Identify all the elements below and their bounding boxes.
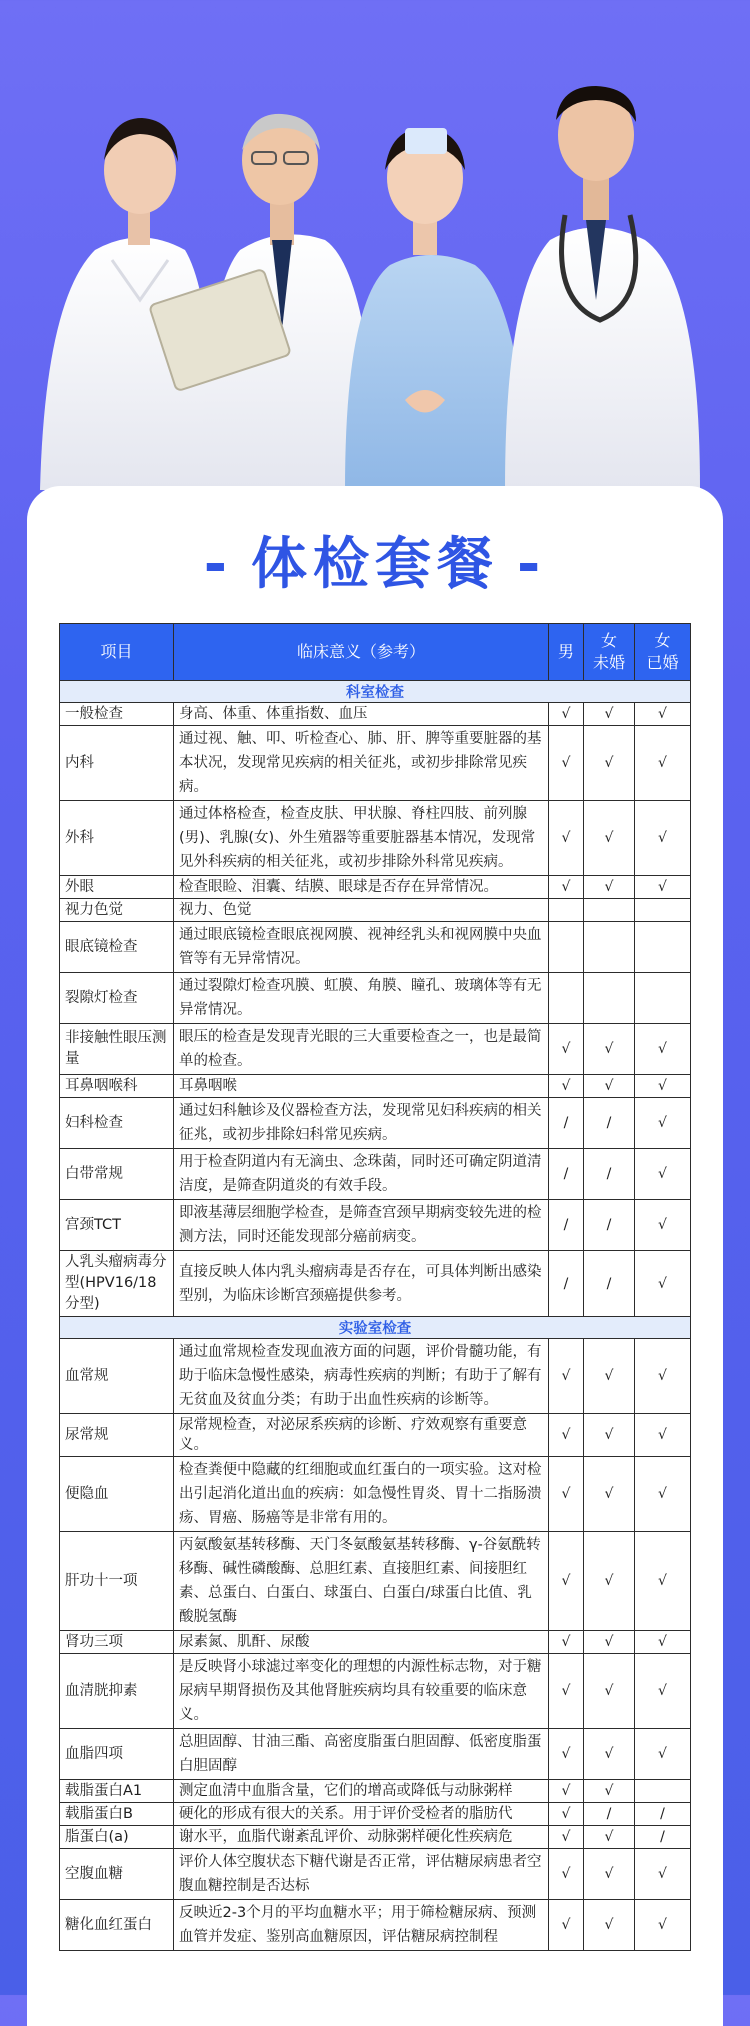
item-name-cell: 血脂四项 bbox=[60, 1729, 174, 1780]
female-married-mark-cell: √ bbox=[635, 1849, 691, 1900]
female-unmarried-mark-cell: √ bbox=[584, 1414, 635, 1457]
female-unmarried-mark-cell: √ bbox=[584, 1654, 635, 1729]
item-name-cell: 肾功三项 bbox=[60, 1631, 174, 1654]
item-description-cell: 身高、体重、体重指数、血压 bbox=[174, 703, 549, 726]
title-dash-right: - bbox=[517, 532, 547, 597]
item-description-cell: 眼压的检查是发现青光眼的三大重要检查之一，也是最简单的检查。 bbox=[174, 1024, 549, 1075]
item-description-cell: 评价人体空腹状态下糖代谢是否正常，评估糖尿病患者空腹血糖控制是否达标 bbox=[174, 1849, 549, 1900]
header-female-married bbox=[635, 624, 691, 681]
male-mark-cell: √ bbox=[549, 1457, 584, 1532]
header-item: 项目 bbox=[60, 624, 174, 681]
male-mark-cell: √ bbox=[549, 1631, 584, 1654]
male-mark-cell: √ bbox=[549, 1849, 584, 1900]
female-married-mark-cell bbox=[635, 899, 691, 922]
female-married-mark-cell: √ bbox=[635, 1339, 691, 1414]
table-row bbox=[60, 726, 691, 801]
table-row bbox=[60, 1149, 691, 1200]
male-mark-cell: √ bbox=[549, 1414, 584, 1457]
female-unmarried-mark-cell: √ bbox=[584, 1849, 635, 1900]
section-title: 实验室检查 bbox=[60, 1317, 691, 1339]
item-name-cell: 白带常规 bbox=[60, 1149, 174, 1200]
item-name-cell: 宫颈TCT bbox=[60, 1200, 174, 1251]
table-row bbox=[60, 922, 691, 973]
item-description-cell: 检查粪便中隐藏的红细胞或血红蛋白的一项实验。这对检出引起消化道出血的疾病：如急慢性胃炎、胃十二指肠溃疡、胃癌、肠癌等是非常有用的。 bbox=[174, 1457, 549, 1532]
male-mark-cell: √ bbox=[549, 1024, 584, 1075]
header-female-unmarried-text: 女 未婚 bbox=[592, 631, 625, 672]
item-name-cell: 肝功十一项 bbox=[60, 1532, 174, 1631]
female-married-mark-cell bbox=[635, 1780, 691, 1803]
table-row bbox=[60, 801, 691, 876]
male-mark-cell: √ bbox=[549, 726, 584, 801]
table-row bbox=[60, 1654, 691, 1729]
female-married-mark-cell: √ bbox=[635, 1900, 691, 1951]
table-header-row bbox=[60, 624, 691, 681]
item-name-cell: 内科 bbox=[60, 726, 174, 801]
table-row bbox=[60, 1075, 691, 1098]
item-name-cell: 脂蛋白(a) bbox=[60, 1826, 174, 1849]
female-unmarried-mark-cell: / bbox=[584, 1251, 635, 1317]
female-unmarried-mark-cell: √ bbox=[584, 1826, 635, 1849]
female-unmarried-mark-cell bbox=[584, 922, 635, 973]
item-description-cell: 丙氨酸氨基转移酶、天门冬氨酸氨基转移酶、γ-谷氨酰转移酶、碱性磷酸酶、总胆红素、直接胆红素、间接胆红素、总蛋白、白蛋白、球蛋白、白蛋白/球蛋白比值、乳酸脱氢酶 bbox=[174, 1532, 549, 1631]
table-row bbox=[60, 703, 691, 726]
female-unmarried-mark-cell bbox=[584, 899, 635, 922]
female-unmarried-mark-cell: √ bbox=[584, 1457, 635, 1532]
section-header-row bbox=[60, 681, 691, 703]
section-header-row bbox=[60, 1317, 691, 1339]
item-description-cell: 通过血常规检查发现血液方面的问题，评价骨髓功能，有助于临床急慢性感染，病毒性疾病的判断；有助于了解有无贫血及贫血分类；有助于出血性疾病的诊断等。 bbox=[174, 1339, 549, 1414]
female-unmarried-mark-cell: √ bbox=[584, 1024, 635, 1075]
item-name-cell: 人乳头瘤病毒分型(HPV16/18分型) bbox=[60, 1251, 174, 1317]
male-mark-cell bbox=[549, 899, 584, 922]
table-row bbox=[60, 1200, 691, 1251]
female-married-mark-cell: √ bbox=[635, 703, 691, 726]
item-name-cell: 裂隙灯检查 bbox=[60, 973, 174, 1024]
item-name-cell: 眼底镜检查 bbox=[60, 922, 174, 973]
female-unmarried-mark-cell: √ bbox=[584, 1075, 635, 1098]
male-mark-cell: / bbox=[549, 1098, 584, 1149]
section-title: 科室检查 bbox=[60, 681, 691, 703]
table-body bbox=[60, 681, 691, 1951]
item-name-cell: 血清胱抑素 bbox=[60, 1654, 174, 1729]
male-mark-cell: √ bbox=[549, 1729, 584, 1780]
male-mark-cell: / bbox=[549, 1251, 584, 1317]
male-mark-cell: / bbox=[549, 1149, 584, 1200]
table-row bbox=[60, 1532, 691, 1631]
table-row bbox=[60, 1803, 691, 1826]
female-unmarried-mark-cell: / bbox=[584, 1803, 635, 1826]
table-row bbox=[60, 1457, 691, 1532]
item-name-cell: 糖化血红蛋白 bbox=[60, 1900, 174, 1951]
female-unmarried-mark-cell: √ bbox=[584, 1339, 635, 1414]
female-married-mark-cell: √ bbox=[635, 1457, 691, 1532]
male-mark-cell: √ bbox=[549, 1900, 584, 1951]
table-row bbox=[60, 1826, 691, 1849]
item-name-cell: 视力色觉 bbox=[60, 899, 174, 922]
item-description-cell: 通过裂隙灯检查巩膜、虹膜、角膜、瞳孔、玻璃体等有无异常情况。 bbox=[174, 973, 549, 1024]
nurse-figure bbox=[345, 128, 530, 490]
item-description-cell: 直接反映人体内乳头瘤病毒是否存在，可具体判断出感染型别，为临床诊断宫颈癌提供参考。 bbox=[174, 1251, 549, 1317]
table-row bbox=[60, 876, 691, 899]
header-female-married-text: 女 已婚 bbox=[646, 631, 679, 672]
title-text: 体检套餐 bbox=[251, 532, 499, 597]
item-description-cell: 即液基薄层细胞学检查，是筛查宫颈早期病变较先进的检测方法，同时还能发现部分癌前病变。 bbox=[174, 1200, 549, 1251]
header-female-unmarried bbox=[584, 624, 635, 681]
female-unmarried-mark-cell: √ bbox=[584, 1631, 635, 1654]
item-description-cell: 尿素氮、肌酐、尿酸 bbox=[174, 1631, 549, 1654]
female-unmarried-mark-cell: √ bbox=[584, 1532, 635, 1631]
medical-staff-photo bbox=[0, 0, 750, 500]
female-unmarried-mark-cell bbox=[584, 973, 635, 1024]
title-dash-left: - bbox=[203, 532, 233, 597]
female-married-mark-cell: √ bbox=[635, 876, 691, 899]
header-male: 男 bbox=[549, 624, 584, 681]
doctor-man-figure bbox=[505, 86, 700, 490]
item-description-cell: 谢水平，血脂代谢紊乱评价、动脉粥样硬化性疾病危 bbox=[174, 1826, 549, 1849]
female-married-mark-cell: √ bbox=[635, 1631, 691, 1654]
item-description-cell: 尿常规检查，对泌尿系疾病的诊断、疗效观察有重要意义。 bbox=[174, 1414, 549, 1457]
table-row bbox=[60, 1780, 691, 1803]
female-unmarried-mark-cell: √ bbox=[584, 876, 635, 899]
table-row bbox=[60, 899, 691, 922]
table-row bbox=[60, 973, 691, 1024]
item-name-cell: 一般检查 bbox=[60, 703, 174, 726]
item-description-cell: 通过视、触、叩、听检查心、肺、肝、脾等重要脏器的基本状况，发现常见疾病的相关征兆，或初步排除常见疾病。 bbox=[174, 726, 549, 801]
female-married-mark-cell: / bbox=[635, 1803, 691, 1826]
item-description-cell: 反映近2-3个月的平均血糖水平；用于筛检糖尿病、预测血管并发症、鉴别高血糖原因，评估糖尿病控制程 bbox=[174, 1900, 549, 1951]
female-married-mark-cell: √ bbox=[635, 1414, 691, 1457]
item-description-cell: 通过眼底镜检查眼底视网膜、视神经乳头和视网膜中央血管等有无异常情况。 bbox=[174, 922, 549, 973]
male-mark-cell: √ bbox=[549, 1532, 584, 1631]
item-description-cell: 耳鼻咽喉 bbox=[174, 1075, 549, 1098]
item-description-cell: 视力、色觉 bbox=[174, 899, 549, 922]
female-unmarried-mark-cell: / bbox=[584, 1200, 635, 1251]
female-married-mark-cell: √ bbox=[635, 1654, 691, 1729]
female-married-mark-cell bbox=[635, 973, 691, 1024]
table-row bbox=[60, 1024, 691, 1075]
female-married-mark-cell: √ bbox=[635, 1075, 691, 1098]
female-married-mark-cell: √ bbox=[635, 726, 691, 801]
female-unmarried-mark-cell: / bbox=[584, 1149, 635, 1200]
table-row bbox=[60, 1849, 691, 1900]
male-mark-cell: / bbox=[549, 1200, 584, 1251]
table-row bbox=[60, 1900, 691, 1951]
item-name-cell: 便隐血 bbox=[60, 1457, 174, 1532]
female-married-mark-cell: √ bbox=[635, 1532, 691, 1631]
hero-banner bbox=[0, 0, 750, 500]
male-mark-cell bbox=[549, 922, 584, 973]
table-row bbox=[60, 1631, 691, 1654]
table-row bbox=[60, 1251, 691, 1317]
male-mark-cell: √ bbox=[549, 1780, 584, 1803]
male-mark-cell: √ bbox=[549, 1803, 584, 1826]
female-unmarried-mark-cell: √ bbox=[584, 801, 635, 876]
table-row bbox=[60, 1339, 691, 1414]
item-description-cell: 测定血清中血脂含量，它们的增高或降低与动脉粥样 bbox=[174, 1780, 549, 1803]
female-unmarried-mark-cell: √ bbox=[584, 1729, 635, 1780]
female-married-mark-cell: √ bbox=[635, 1149, 691, 1200]
item-description-cell: 通过体格检查，检查皮肤、甲状腺、脊柱四肢、前列腺(男)、乳腺(女)、外生殖器等重要脏器基本情况，发现常见外科疾病的相关征兆，或初步排除外科常见疾病。 bbox=[174, 801, 549, 876]
page-title bbox=[0, 530, 750, 600]
female-married-mark-cell: √ bbox=[635, 1098, 691, 1149]
item-name-cell: 空腹血糖 bbox=[60, 1849, 174, 1900]
male-mark-cell: √ bbox=[549, 703, 584, 726]
item-name-cell: 外科 bbox=[60, 801, 174, 876]
item-description-cell: 检查眼睑、泪囊、结膜、眼球是否存在异常情况。 bbox=[174, 876, 549, 899]
item-description-cell: 总胆固醇、甘油三酯、高密度脂蛋白胆固醇、低密度脂蛋白胆固醇 bbox=[174, 1729, 549, 1780]
male-mark-cell: √ bbox=[549, 801, 584, 876]
female-married-mark-cell: √ bbox=[635, 1251, 691, 1317]
item-description-cell: 用于检查阴道内有无滴虫、念珠菌，同时还可确定阴道清洁度，是筛查阴道炎的有效手段。 bbox=[174, 1149, 549, 1200]
item-description-cell: 硬化的形成有很大的关系。用于评价受检者的脂肪代 bbox=[174, 1803, 549, 1826]
female-unmarried-mark-cell: / bbox=[584, 1098, 635, 1149]
male-mark-cell: √ bbox=[549, 1826, 584, 1849]
item-name-cell: 外眼 bbox=[60, 876, 174, 899]
item-name-cell: 妇科检查 bbox=[60, 1098, 174, 1149]
male-mark-cell: √ bbox=[549, 1654, 584, 1729]
checkup-package-table bbox=[59, 623, 691, 1951]
table-row bbox=[60, 1414, 691, 1457]
female-unmarried-mark-cell: √ bbox=[584, 726, 635, 801]
item-name-cell: 载脂蛋白B bbox=[60, 1803, 174, 1826]
item-name-cell: 耳鼻咽喉科 bbox=[60, 1075, 174, 1098]
table-row bbox=[60, 1729, 691, 1780]
female-married-mark-cell bbox=[635, 922, 691, 973]
female-married-mark-cell: √ bbox=[635, 801, 691, 876]
table-row bbox=[60, 1098, 691, 1149]
item-name-cell: 血常规 bbox=[60, 1339, 174, 1414]
female-unmarried-mark-cell: √ bbox=[584, 1780, 635, 1803]
item-description-cell: 是反映肾小球滤过率变化的理想的内源性标志物，对于糖尿病早期肾损伤及其他肾脏疾病均具有较重要的临床意义。 bbox=[174, 1654, 549, 1729]
female-unmarried-mark-cell: √ bbox=[584, 1900, 635, 1951]
item-description-cell: 通过妇科触诊及仪器检查方法，发现常见妇科疾病的相关征兆，或初步排除妇科常见疾病。 bbox=[174, 1098, 549, 1149]
male-mark-cell bbox=[549, 973, 584, 1024]
male-mark-cell: √ bbox=[549, 876, 584, 899]
male-mark-cell: √ bbox=[549, 1339, 584, 1414]
item-name-cell: 载脂蛋白A1 bbox=[60, 1780, 174, 1803]
female-married-mark-cell: √ bbox=[635, 1729, 691, 1780]
header-meaning: 临床意义（参考） bbox=[174, 624, 549, 681]
male-mark-cell: √ bbox=[549, 1075, 584, 1098]
female-married-mark-cell: √ bbox=[635, 1200, 691, 1251]
female-married-mark-cell: / bbox=[635, 1826, 691, 1849]
item-name-cell: 尿常规 bbox=[60, 1414, 174, 1457]
female-unmarried-mark-cell: √ bbox=[584, 703, 635, 726]
item-name-cell: 非接触性眼压测量 bbox=[60, 1024, 174, 1075]
female-married-mark-cell: √ bbox=[635, 1024, 691, 1075]
